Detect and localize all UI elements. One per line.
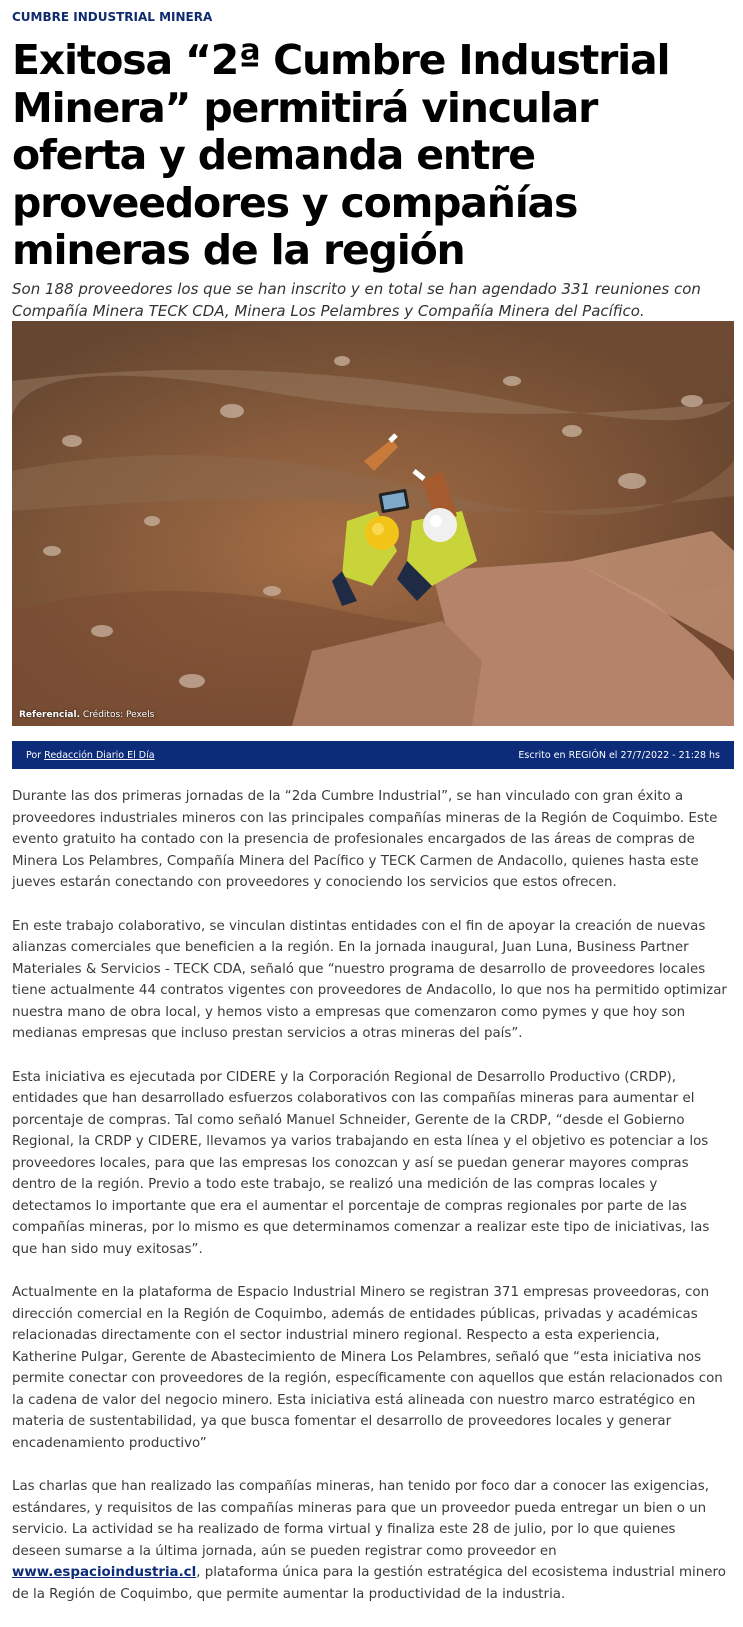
- headline: Exitosa “2ª Cumbre Industrial Minera” permitirá vincular oferta y demanda entre proveedores y compañías mineras de la región: [12, 36, 670, 274]
- caption-credit: Créditos: Pexels: [82, 710, 155, 720]
- byline-prefix: Por: [26, 749, 42, 761]
- image-caption: [19, 710, 154, 720]
- paragraph-5-text: Las charlas que han realizado las compañías mineras, han tenido por foco dar a conocer las exigencias, estándares, y requisitos de las compañías mineras para que un proveedor pueda entregar un bien o un servicio. La actividad se ha realizado de forma virtual y finaliza este 28 de julio, por lo que quienes deseen sumarse a la última jornada, aún se pueden registrar como proveedor en: [12, 1479, 709, 1559]
- byline-bar: [12, 741, 734, 769]
- publish-info: Escrito en REGIÓN el 27/7/2022 - 21:28 hs: [518, 749, 720, 761]
- byline-author-block: [26, 750, 155, 761]
- subtitle: Son 188 proveedores los que se han inscrito y en total se han agendado 331 reuniones con Compañía Minera TECK CDA, Minera Los Pelambres y Compañía Minera del Pacífico.: [12, 279, 701, 320]
- section-kicker[interactable]: CUMBRE INDUSTRIAL MINERA: [12, 10, 213, 24]
- article-header: [12, 0, 734, 322]
- article-body: [12, 786, 728, 1627]
- paragraph-3: Esta iniciativa es ejecutada por CIDERE y la Corporación Regional de Desarrollo Productivo (CRDP), entidades que han desarrollado esfuerzos colaborativos con las compañías mineras para aumentar el porcentaje de compras. Tal como señaló Manuel Schneider, Gerente de la CRDP, “desde el Gobierno Regional, la CRDP y CIDERE, llevamos ya varios trabajando en esta línea y el objetivo es potenciar a los proveedores locales, para que las empresas los conozcan y así se puedan generar mayores compras dentro de la región. Previo a todo este trabajo, se realizó una medición de las compras locales y detectamos lo importante que era el aumentar el porcentaje de compras regionales por parte de las compañías mineras, por lo mismo es que determinamos comenzar a realizar este tipo de iniciativas, las que han sido muy exitosas”.: [12, 1069, 710, 1257]
- author-link[interactable]: Redacción Diario El Día: [44, 749, 155, 761]
- espacioindustria-link[interactable]: www.espacioindustria.cl: [12, 1565, 197, 1580]
- paragraph-1: Durante las dos primeras jornadas de la “2da Cumbre Industrial”, se han vinculado con gran éxito a proveedores industriales mineros con las principales compañías mineras de la Región de Coquimbo. Este evento gratuito ha contado con la presencia de profesionales encargados de las áreas de compras de Minera Los Pelambres, Compañía Minera del Pacífico y TECK Carmen de Andacollo, quienes hasta este jueves estarán conectando con proveedores y conociendo los servicios que estos ofrecen.: [12, 789, 718, 890]
- mining-workers-illustration: [12, 321, 734, 726]
- paragraph-5-tail: , plataforma única para la gestión estratégica del ecosistema industrial minero de la Región de Coquimbo, que permite aumentar la productividad de la industria.: [12, 1565, 726, 1602]
- hero-image[interactable]: [12, 321, 734, 726]
- caption-label: Referencial.: [19, 710, 81, 720]
- paragraph-2: En este trabajo colaborativo, se vinculan distintas entidades con el fin de apoyar la creación de nuevas alianzas comerciales que beneficien a la región. En la jornada inaugural, Juan Luna, Business Partner Materiales & Servicios - TECK CDA, señaló que “nuestro programa de desarrollo de proveedores locales tiene actualmente 44 contratos vigentes con proveedores de Andacollo, lo que nos ha permitido optimizar nuestra mano de obra local, y hemos visto a empresas que comenzaron como pymes y que hoy son medianas empresas que incluso prestan servicios a otras mineras del país”.: [12, 918, 727, 1041]
- paragraph-5: [12, 1476, 728, 1605]
- paragraph-4: Actualmente en la plataforma de Espacio Industrial Minero se registran 371 empresas proveedoras, con dirección comercial en la Región de Coquimbo, además de entidades públicas, privadas y académicas relacionadas directamente con el sector industrial minero regional. Respecto a esta experiencia, Katherine Pulgar, Gerente de Abastecimiento de Minera Los Pelambres, señaló que “esta iniciativa nos permite conectar con proveedores de la región, específicamente con aquellos que están relacionados con la cadena de valor del negocio minero. Esta iniciativa está alineada con nuestro marco estratégico en materia de sustentabilidad, ya que busca fomentar el desarrollo de proveedores locales y generar encadenamiento productivo”: [12, 1285, 723, 1451]
